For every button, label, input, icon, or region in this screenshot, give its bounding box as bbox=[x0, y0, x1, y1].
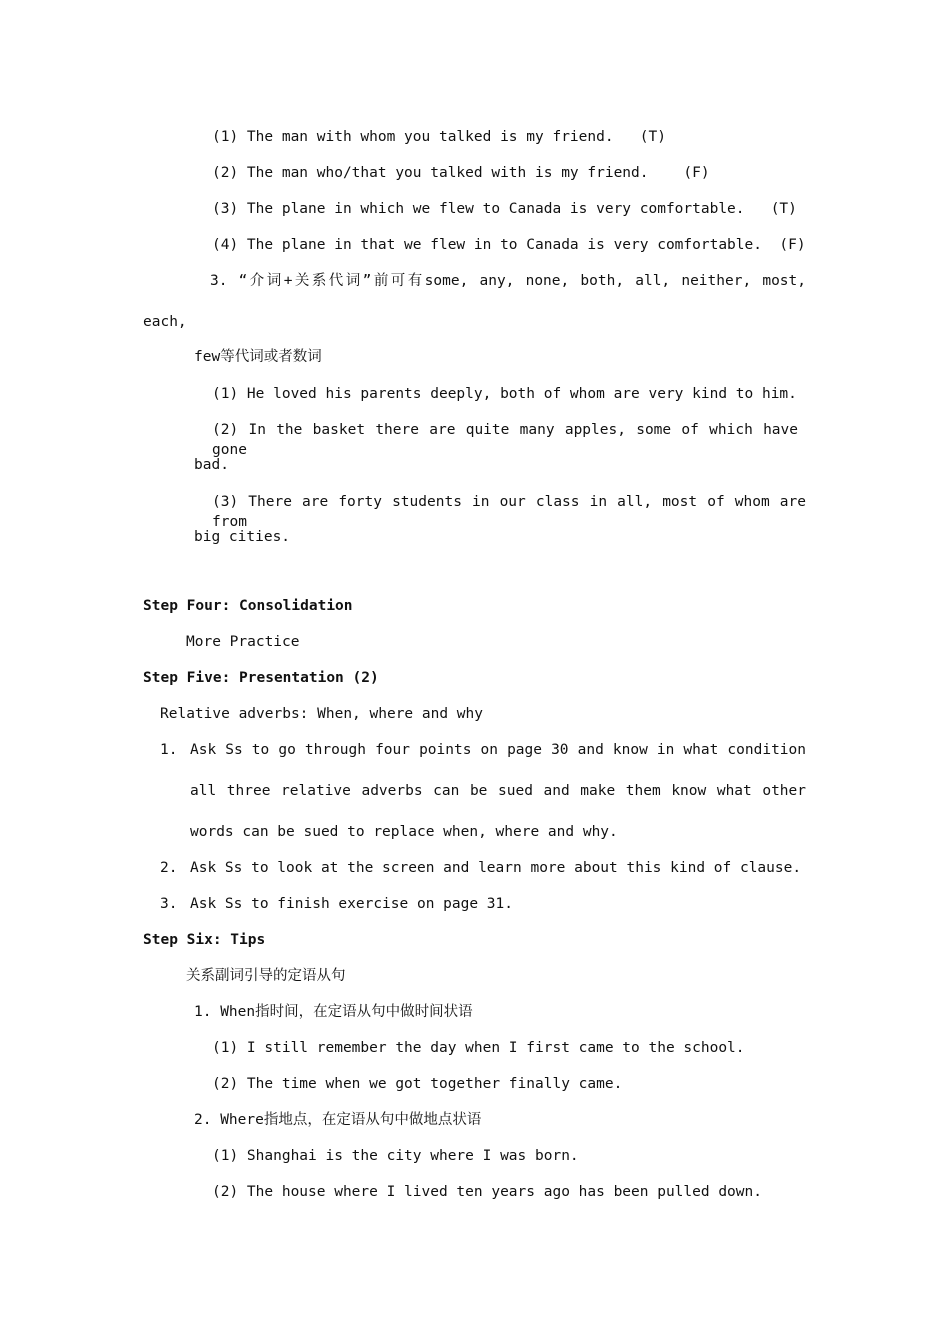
step-five-item-1-line-3: words can be sued to replace when, where and why. bbox=[190, 824, 618, 840]
step-five-item-3-number: 3. bbox=[160, 896, 178, 912]
step-four-heading: Step Four: Consolidation bbox=[143, 598, 353, 614]
step-six-heading: Step Six: Tips bbox=[143, 932, 266, 948]
rule-3-example-2: (2) In the basket there are quite many apples, some of which have gone bbox=[212, 422, 798, 458]
step-five-heading: Step Five: Presentation (2) bbox=[143, 670, 379, 686]
when-example-1: (1) I still remember the day when I first came to the school. bbox=[212, 1040, 745, 1056]
step-five-item-1-line-1: Ask Ss to go through four points on page 30 and know in what condition bbox=[190, 742, 806, 758]
rule-3-example-3-cont: big cities. bbox=[194, 529, 291, 545]
pronoun-example-2: (2) The man who/that you talked with is my friend. (F) bbox=[212, 165, 710, 181]
step-five-item-2-number: 2. bbox=[160, 860, 178, 876]
step-five-item-1-line-2: all three relative adverbs can be sued and make them know what other bbox=[190, 783, 806, 799]
where-example-2: (2) The house where I lived ten years ago has been pulled down. bbox=[212, 1184, 762, 1200]
when-rule: 1. When指时间，在定语从句中做时间状语 bbox=[194, 1004, 473, 1020]
when-example-2: (2) The time when we got together finally came. bbox=[212, 1076, 623, 1092]
rule-3-example-2-cont: bad. bbox=[194, 457, 229, 473]
step-six-subtitle: 关系副词引导的定语从句 bbox=[186, 968, 346, 984]
step-five-item-3: Ask Ss to finish exercise on page 31. bbox=[190, 896, 514, 912]
pronoun-example-4: (4) The plane in that we flew in to Canada is very comfortable. (F) bbox=[212, 237, 806, 253]
rule-3-line-2: each, bbox=[143, 314, 187, 330]
step-five-intro: Relative adverbs: When, where and why bbox=[160, 706, 484, 722]
pronoun-example-3: (3) The plane in which we flew to Canada is very comfortable. (T) bbox=[212, 201, 797, 217]
pronoun-example-1: (1) The man with whom you talked is my friend. (T) bbox=[212, 129, 666, 145]
step-five-item-2: Ask Ss to look at the screen and learn more about this kind of clause. bbox=[190, 860, 802, 876]
rule-3-line-1: 3. “介词+关系代词”前可有some, any, none, both, all, neither, most, bbox=[210, 273, 806, 289]
where-example-1: (1) Shanghai is the city where I was born. bbox=[212, 1148, 579, 1164]
step-four-text: More Practice bbox=[186, 634, 300, 650]
rule-3-line-3: few等代词或者数词 bbox=[194, 349, 322, 365]
where-rule: 2. Where指地点，在定语从句中做地点状语 bbox=[194, 1112, 482, 1128]
rule-3-example-3: (3) There are forty students in our class in all, most of whom are from bbox=[212, 494, 806, 530]
rule-3-example-1: (1) He loved his parents deeply, both of whom are very kind to him. bbox=[212, 386, 797, 402]
step-five-item-1-number: 1. bbox=[160, 742, 178, 758]
